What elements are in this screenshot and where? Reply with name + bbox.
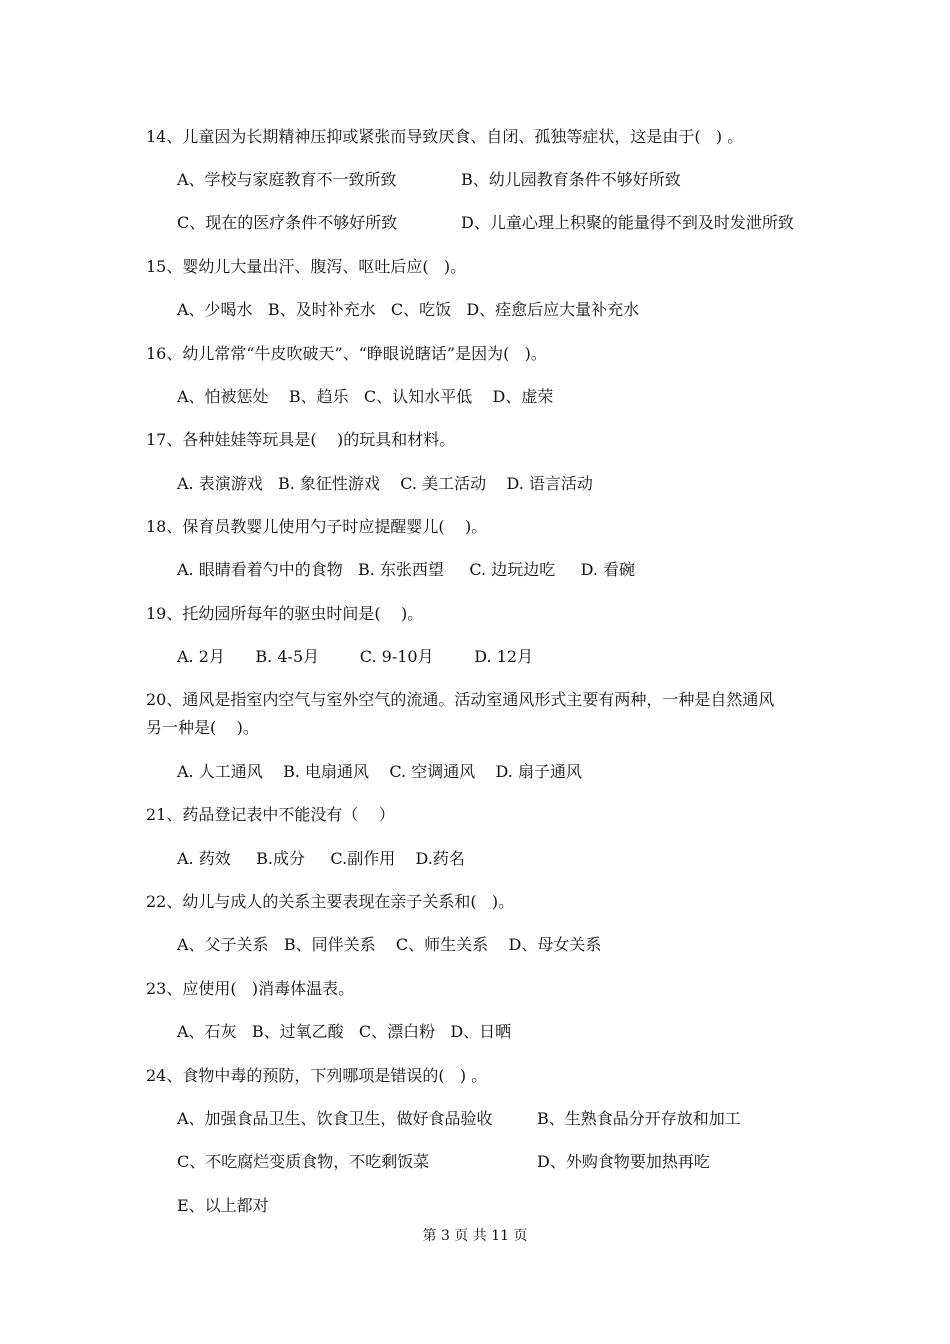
question-17-options: A. 表演游戏 B. 象征性游戏 C. 美工活动 D. 语言活动 [177,474,593,493]
question-18-stem: 18、保育员教婴儿使用勺子时应提醒婴儿( )。 [146,517,488,536]
question-14-stem: 14、儿童因为长期精神压抑或紧张而导致厌食、自闭、孤独等症状，这是由于( ) 。 [146,127,744,146]
question-23-stem: 23、应使用( )消毒体温表。 [146,979,355,998]
question-23-options: A、石灰 B、过氧乙酸 C、漂白粉 D、日晒 [177,1022,512,1041]
question-24-option-a: A、加强食品卫生、饮食卫生，做好食品验收 [177,1109,493,1128]
question-24-option-b: B、生熟食品分开存放和加工 [537,1109,741,1128]
page-number-footer: 第 3 页 共 11 页 [422,1228,528,1244]
question-15-stem: 15、婴幼儿大量出汗、腹泻、呕吐后应( )。 [146,257,467,276]
question-18-options: A. 眼睛看着勺中的食物 B. 东张西望 C. 边玩边吃 D. 看碗 [177,560,636,579]
question-17-stem: 17、各种娃娃等玩具是( )的玩具和材料。 [146,430,456,449]
question-19-stem: 19、托幼园所每年的驱虫时间是( )。 [146,604,424,623]
question-24-stem: 24、食物中毒的预防，下列哪项是错误的( ) 。 [146,1066,488,1085]
question-21-stem: 21、药品登记表中不能没有（ ） [146,805,395,824]
question-24-option-e: E、以上都对 [177,1196,269,1215]
question-20-stem-continued: 另一种是( )。 [146,718,259,737]
question-22-options: A、父子关系 B、同伴关系 C、师生关系 D、母女关系 [177,935,602,954]
question-15-options: A、少喝水 B、及时补充水 C、吃饭 D、痊愈后应大量补充水 [177,300,640,319]
question-20-stem: 20、通风是指室内空气与室外空气的流通。活动室通风形式主要有两种，一种是自然通风 [146,690,775,709]
question-14-option-c: C、现在的医疗条件不够好所致 [177,213,398,232]
question-22-stem: 22、幼儿与成人的关系主要表现在亲子关系和( )。 [146,892,515,911]
question-14-option-d: D、儿童心理上积聚的能量得不到及时发泄所致 [461,213,794,232]
question-14-option-a: A、学校与家庭教育不一致所致 [177,170,397,189]
question-21-options: A. 药效 B.成分 C.副作用 D.药名 [177,849,465,868]
question-19-options: A. 2月 B. 4-5月 C. 9-10月 D. 12月 [177,647,534,666]
question-16-options: A、怕被惩处 B、趋乐 C、认知水平低 D、虚荣 [177,387,554,406]
question-20-options: A. 人工通风 B. 电扇通风 C. 空调通风 D. 扇子通风 [177,762,582,781]
question-24-option-c: C、不吃腐烂变质食物，不吃剩饭菜 [177,1152,430,1171]
question-16-stem: 16、幼儿常常“牛皮吹破天”、“睁眼说瞎话”是因为( )。 [146,344,547,363]
question-14-option-b: B、幼儿园教育条件不够好所致 [461,170,681,189]
question-24-option-d: D、外购食物要加热再吃 [537,1152,710,1171]
